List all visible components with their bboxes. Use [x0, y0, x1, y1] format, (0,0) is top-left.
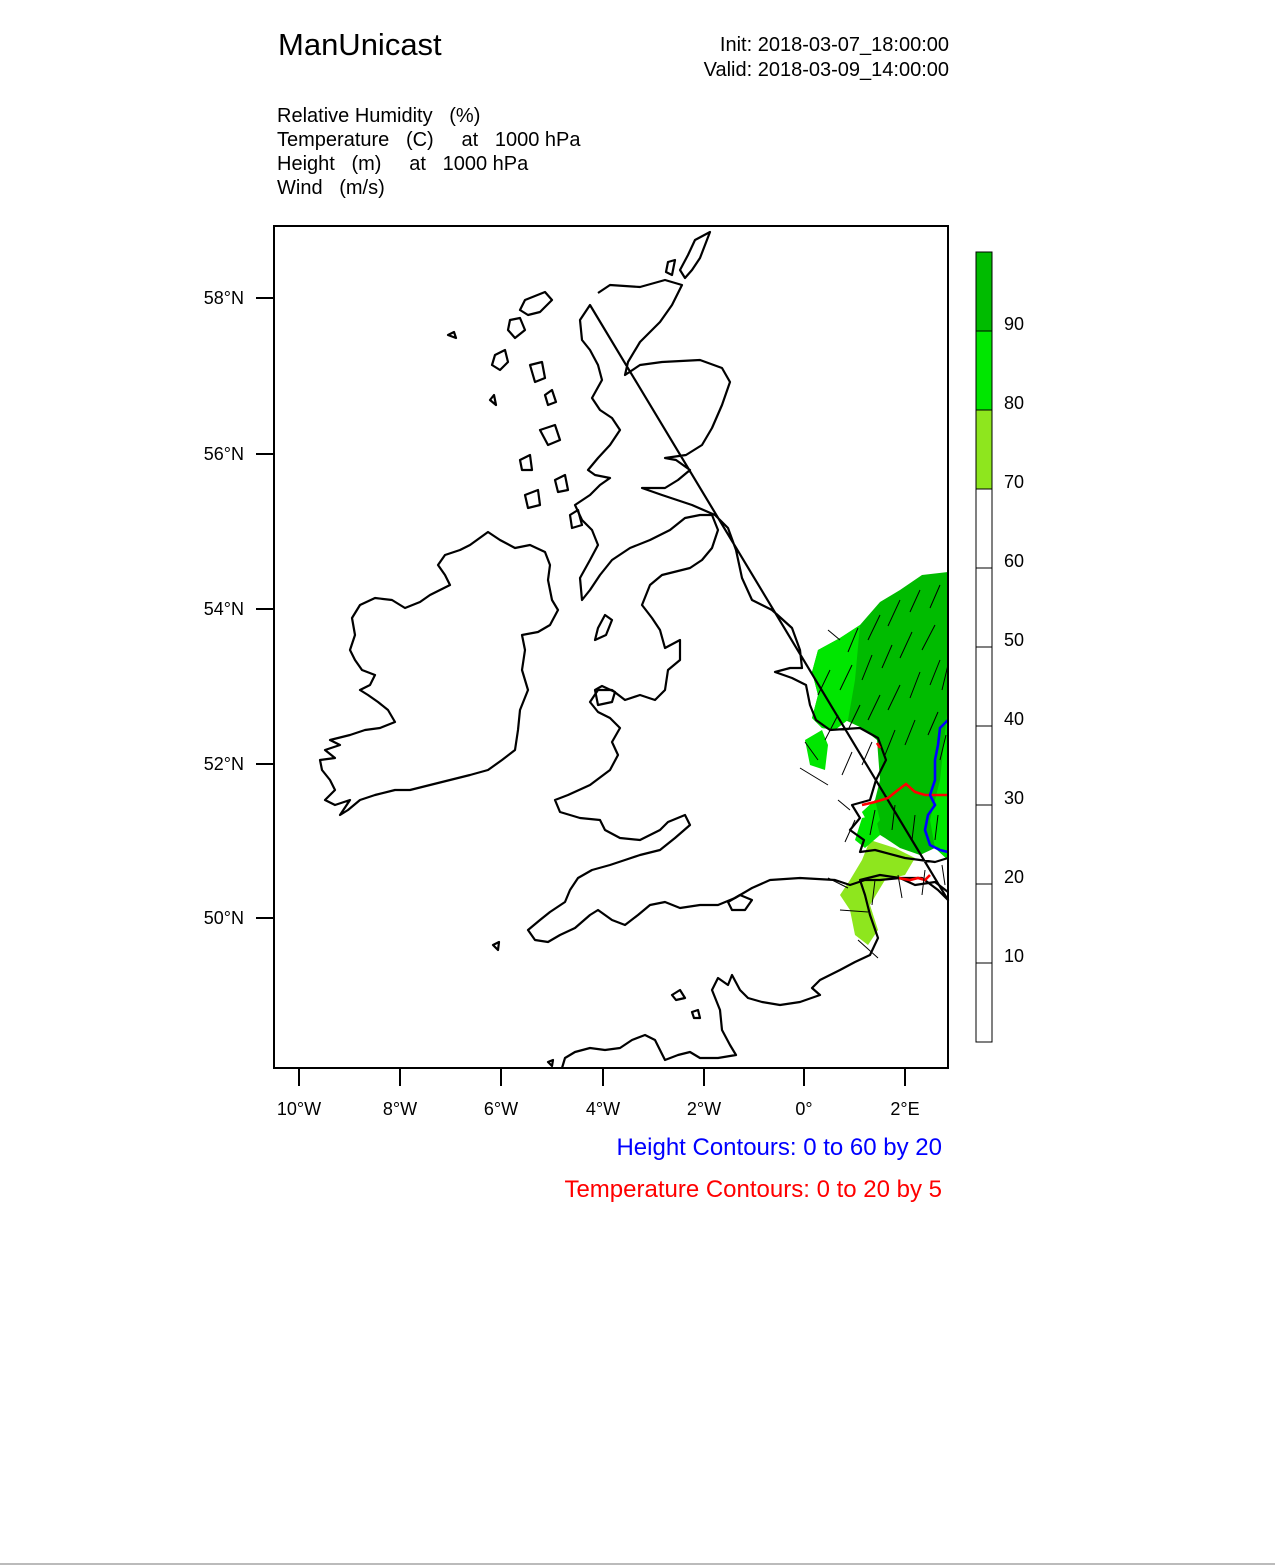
colorbar-label-10: 10 [1004, 946, 1025, 966]
rh-70-region [840, 840, 915, 945]
colorbar-label-70: 70 [1004, 472, 1025, 492]
lon-label-2e: 2°E [890, 1099, 920, 1119]
app-title: ManUnicast [278, 27, 442, 62]
colorbar-box-0 [976, 963, 992, 1042]
anglesey-coast [595, 686, 615, 705]
height-contour-legend: Height Contours: 0 to 60 by 20 [616, 1134, 942, 1161]
lat-label-52: 52°N [203, 754, 244, 774]
temperature-contour-legend: Temperature Contours: 0 to 20 by 5 [564, 1176, 942, 1203]
lat-label-56: 56°N [203, 444, 244, 464]
ireland-coast [320, 532, 558, 815]
lon-label-10w: 10°W [276, 1099, 322, 1119]
colorbar-box-80 [976, 331, 992, 410]
field-rh: Relative Humidity (%) [277, 105, 481, 127]
init-time: Init: 2018-03-07_18:00:00 [719, 34, 949, 56]
lon-label-8w: 8°W [382, 1099, 418, 1119]
lon-label-6w: 6°W [483, 1099, 519, 1119]
colorbar-label-50: 50 [1004, 630, 1025, 650]
colorbar-label-30: 30 [1004, 788, 1025, 808]
hebrides-coast [448, 292, 582, 528]
colorbar-box-60 [976, 489, 992, 568]
lat-ticks [256, 298, 274, 918]
colorbar-box-70 [976, 410, 992, 489]
isle-of-man-coast [595, 615, 612, 640]
lon-label-0: 0° [795, 1099, 813, 1119]
field-temperature: Temperature (C) at 1000 hPa [277, 129, 581, 151]
page-bottom-rule [0, 1563, 1275, 1565]
colorbar-box-30 [976, 726, 992, 805]
colorbar [976, 252, 992, 1042]
colorbar-label-80: 80 [1004, 393, 1025, 413]
colorbar-box-10 [976, 884, 992, 963]
lat-label-50: 50°N [203, 908, 244, 928]
colorbar-box-20 [976, 805, 992, 884]
colorbar-box-50 [976, 568, 992, 647]
isle-of-wight-coast [728, 895, 752, 910]
lon-label-2w: 2°W [686, 1099, 722, 1119]
lon-label-4w: 4°W [585, 1099, 621, 1119]
lon-ticks [299, 1068, 905, 1086]
colorbar-label-20: 20 [1004, 867, 1025, 887]
colorbar-box-40 [976, 647, 992, 726]
humidity-shading [805, 572, 948, 945]
field-wind: Wind (m/s) [277, 177, 385, 199]
colorbar-label-40: 40 [1004, 709, 1025, 729]
lat-label-54: 54°N [203, 599, 244, 619]
france-coast [562, 875, 948, 1068]
valid-time: Valid: 2018-03-09_14:00:00 [703, 59, 949, 81]
colorbar-label-90: 90 [1004, 314, 1025, 334]
shetland-coast [666, 232, 710, 278]
colorbar-label-60: 60 [1004, 551, 1025, 571]
lat-label-58: 58°N [203, 288, 244, 308]
colorbar-box-90 [976, 252, 992, 331]
field-height: Height (m) at 1000 hPa [277, 153, 529, 175]
channel-islands-coast [493, 942, 700, 1066]
